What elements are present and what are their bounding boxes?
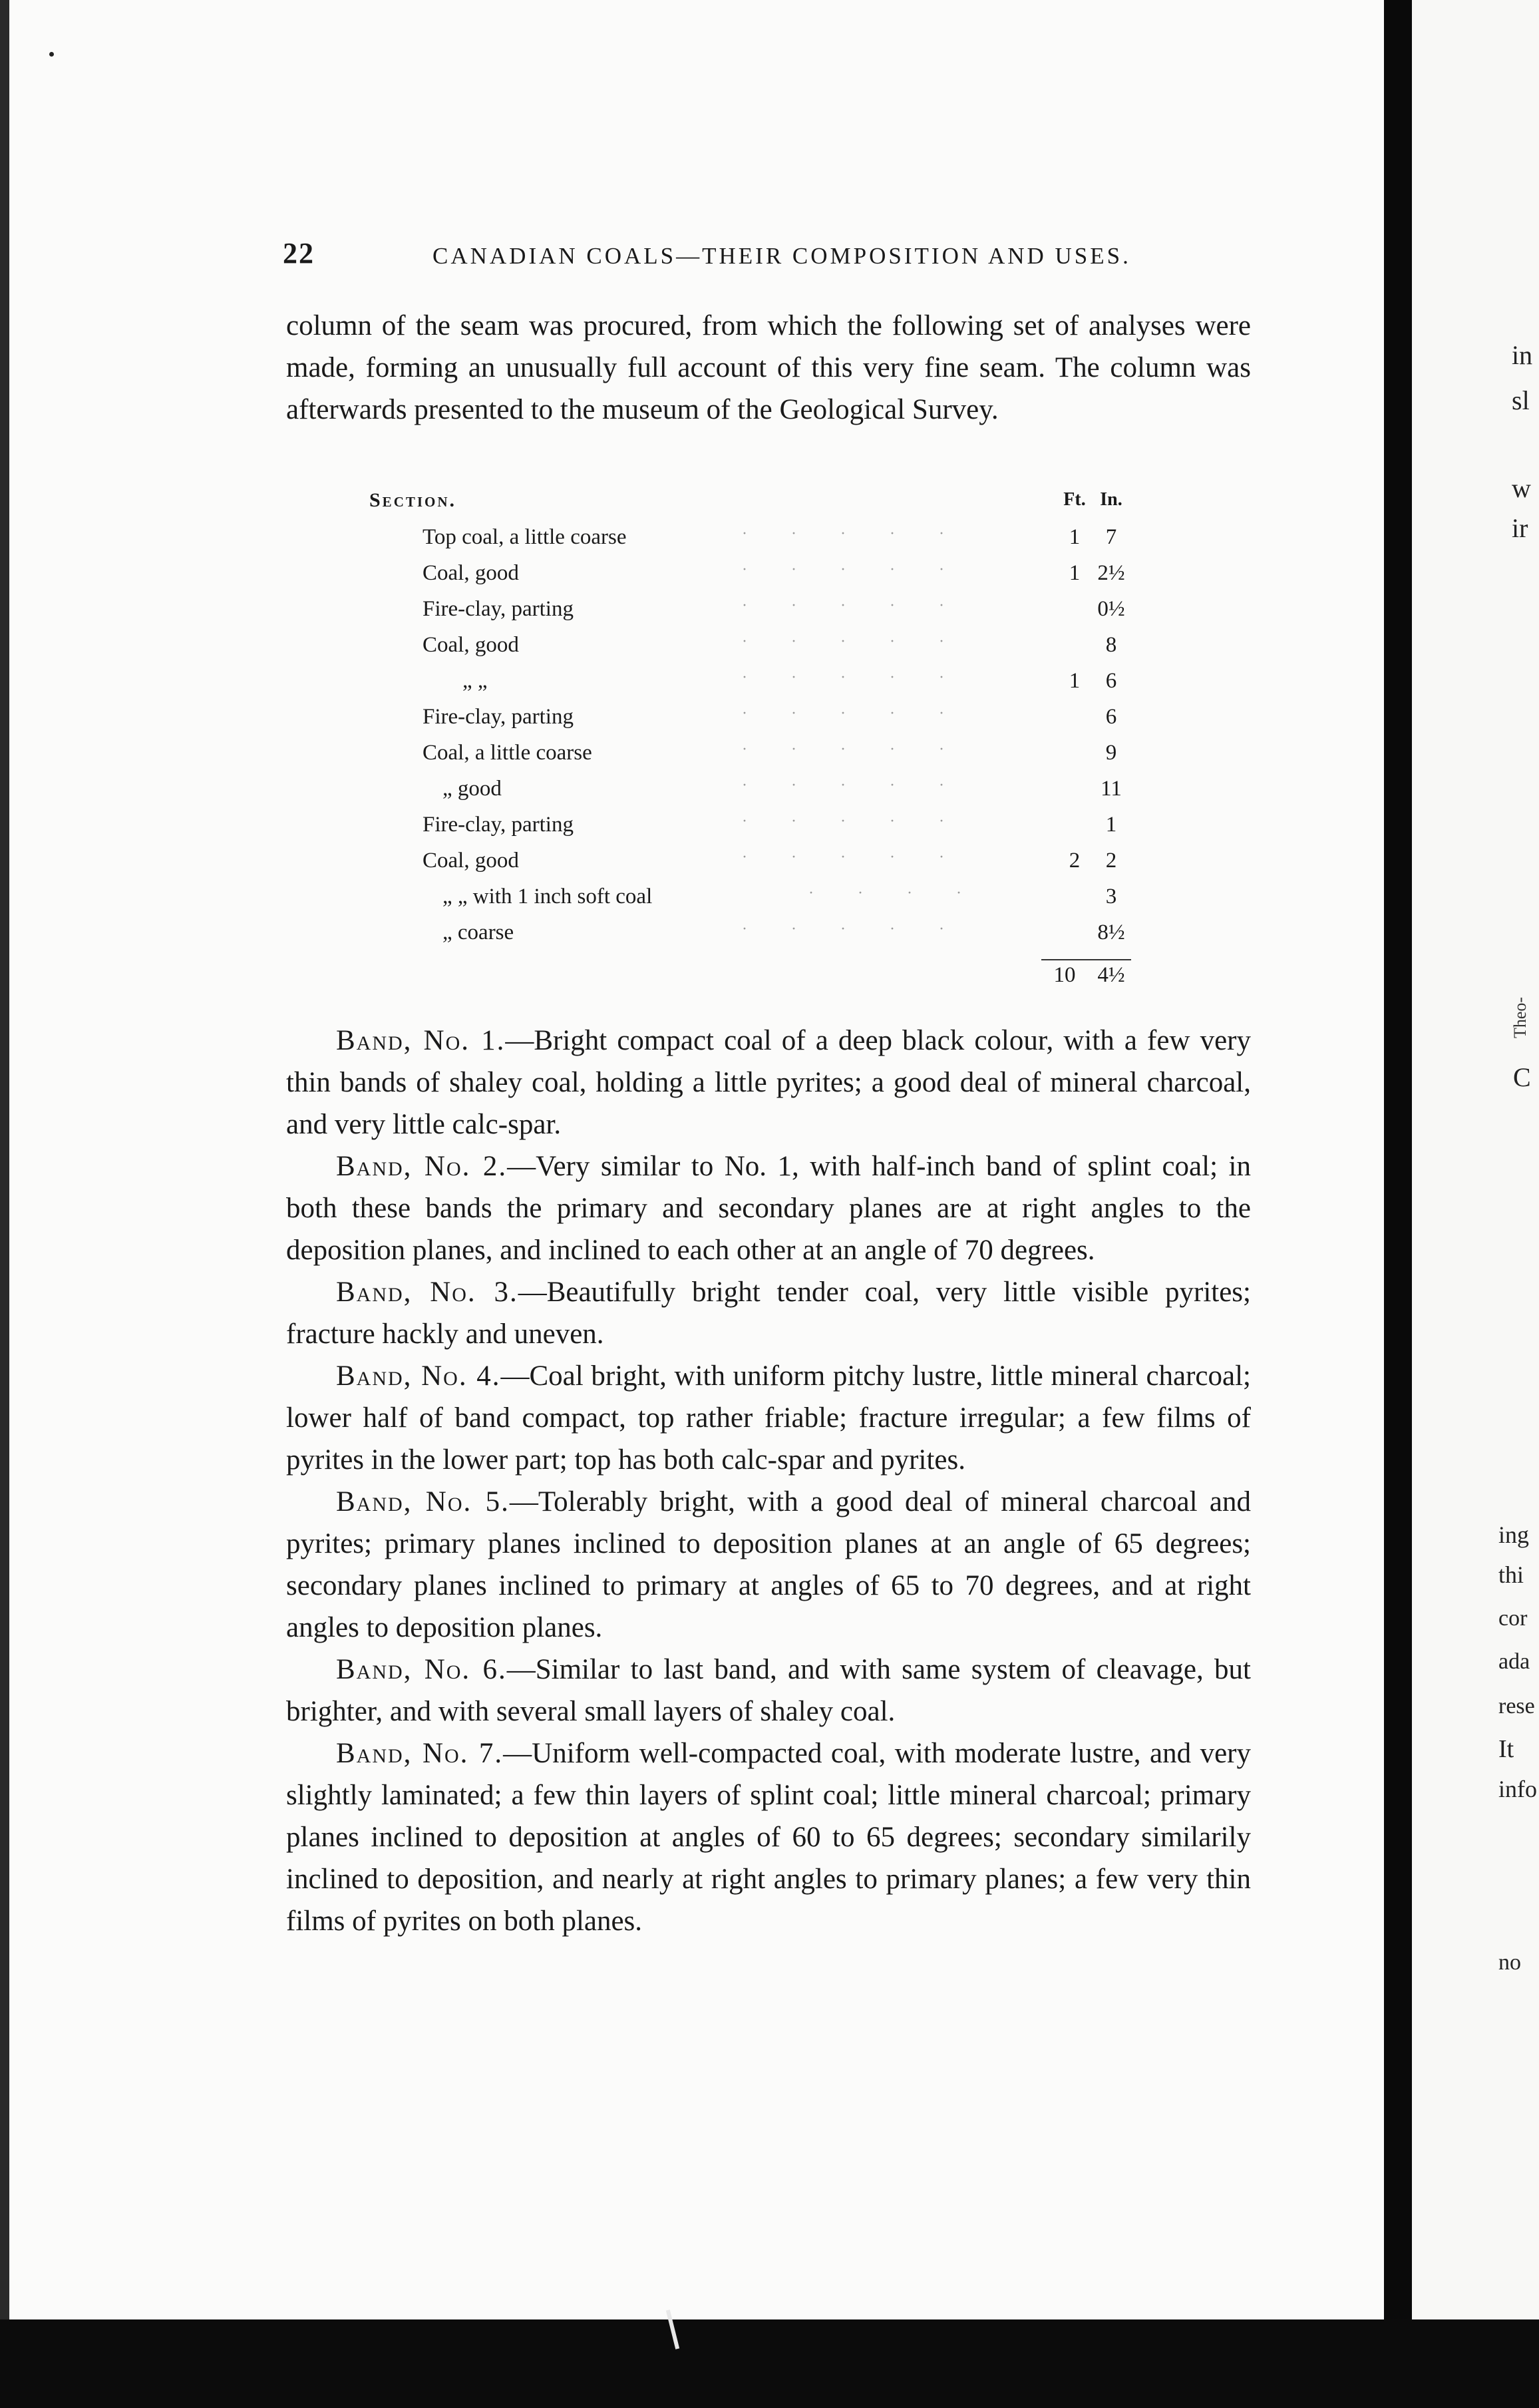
row-in: 11 — [1101, 777, 1122, 801]
band-name: Band, No. 6. — [336, 1654, 507, 1685]
table-row — [369, 849, 1131, 885]
row-in: 0½ — [1097, 597, 1125, 621]
right-page-edge — [1412, 0, 1539, 2408]
leader-dots: · · · · · — [742, 525, 964, 542]
running-head: CANADIAN COALS—THEIR COMPOSITION AND USES. — [432, 243, 1131, 269]
band-paragraph — [286, 1732, 1251, 1942]
table-total-row — [369, 963, 1131, 999]
band-paragraph — [286, 1649, 1251, 1732]
row-label: Coal, good — [423, 849, 519, 873]
table-row — [369, 525, 1131, 561]
row-label: „ coarse — [442, 920, 514, 944]
band-name: Band, No. 5. — [336, 1486, 510, 1517]
right-fragment-1: in — [1512, 340, 1533, 370]
row-label: Fire-clay, parting — [423, 597, 574, 621]
table-row — [369, 705, 1131, 741]
right-vertical-fragment: Theo- — [1510, 996, 1530, 1038]
section-label: Section. — [369, 489, 457, 511]
leader-dots: · · · · · — [742, 813, 964, 830]
band-text: —Coal bright, with uniform pitchy lustre, little mineral charcoal; lower half of band compact, top rather friable; fracture irregular; a few films of pyrites in the lower part; top has both calc-spar and pyrites. — [286, 1360, 1251, 1476]
leader-dots: · · · · · — [742, 741, 964, 758]
row-label: „ „ with 1 inch soft coal — [442, 885, 653, 908]
band-name: Band, No. 3. — [336, 1277, 518, 1308]
right-fragment-5: C — [1513, 1062, 1531, 1092]
leader-dots: · · · · · — [742, 920, 964, 938]
scan-bottom-shadow — [0, 2319, 1539, 2408]
right-fragment-2: sl — [1512, 385, 1530, 415]
row-label: Coal, good — [423, 633, 519, 657]
table-row — [369, 669, 1131, 705]
total-rule — [1041, 959, 1131, 960]
row-ft: 1 — [1069, 525, 1081, 549]
band-name: Band, No. 1. — [336, 1025, 506, 1056]
row-in: 2 — [1105, 849, 1117, 873]
band-text: —Beautifully bright tender coal, very little visible pyrites; fracture hackly and uneven. — [286, 1277, 1251, 1350]
row-label: Fire-clay, parting — [423, 705, 574, 729]
table-row — [369, 777, 1131, 813]
row-in: 2½ — [1097, 561, 1125, 585]
right-fragment-12: info — [1498, 1776, 1537, 1802]
table-row — [369, 885, 1131, 920]
row-label: Coal, good — [423, 561, 519, 585]
band-descriptions — [286, 1020, 1251, 1942]
table-row — [369, 920, 1131, 956]
page-number: 22 — [283, 237, 315, 270]
page-header — [283, 236, 1254, 276]
column-header-in: In. — [1100, 489, 1122, 510]
total-ft: 10 — [1053, 963, 1076, 987]
band-name: Band, No. 4. — [336, 1360, 501, 1392]
band-name: Band, No. 2. — [336, 1151, 508, 1182]
book-gutter — [1384, 0, 1412, 2408]
band-text: —Very similar to No. 1, with half-inch band of splint coal; in both these bands the primary and secondary planes are at right angles to the deposition planes, and inclined to each other at an angle of 70 degrees. — [286, 1151, 1251, 1266]
leader-dots: · · · · · — [742, 705, 964, 722]
band-name: Band, No. 7. — [336, 1738, 504, 1769]
row-ft: 2 — [1069, 849, 1081, 873]
scan-dust-speck — [49, 52, 54, 57]
lead-paragraph — [286, 305, 1251, 431]
row-in: 1 — [1105, 813, 1117, 837]
leader-dots: · · · · — [808, 885, 981, 902]
row-ft: 1 — [1069, 669, 1081, 693]
row-label: Top coal, a little coarse — [423, 525, 627, 549]
row-in: 6 — [1105, 669, 1117, 693]
table-row — [369, 741, 1131, 777]
band-paragraph — [286, 1020, 1251, 1145]
band-text: —Tolerably bright, with a good deal of mineral charcoal and pyrites; primary planes inclined to deposition planes at an angle of 65 degrees; secondary planes inclined to primary at angles of 65 to 70 degrees, and at right angles to deposition planes. — [286, 1486, 1251, 1643]
right-fragment-6: ing — [1498, 1521, 1530, 1548]
right-fragment-4: ir — [1512, 513, 1528, 543]
row-in: 9 — [1105, 741, 1117, 765]
table-row — [369, 633, 1131, 669]
right-fragment-10: rese — [1498, 1694, 1535, 1718]
table-row — [369, 813, 1131, 849]
right-fragment-9: ada — [1498, 1649, 1530, 1674]
right-fragment-13: no — [1498, 1950, 1521, 1975]
leader-dots: · · · · · — [742, 849, 964, 866]
right-fragment-11: It — [1498, 1735, 1514, 1763]
total-in: 4½ — [1097, 963, 1125, 987]
right-fragment-3: w — [1512, 473, 1531, 503]
right-fragment-8: cor — [1498, 1606, 1528, 1631]
band-text: —Similar to last band, and with same system of cleavage, but brighter, and with several small layers of shaley coal. — [286, 1654, 1251, 1727]
band-text: —Bright compact coal of a deep black colour, with a few very thin bands of shaley coal, holding a little pyrites; a good deal of mineral charcoal, and very little calc-spar. — [286, 1025, 1251, 1140]
lead-paragraph-text: column of the seam was procured, from which the following set of analyses were made, forming an unusually full account of this very fine seam. The column was afterwards presented to the museum of the Geological Survey. — [286, 310, 1251, 425]
row-in: 7 — [1105, 525, 1117, 549]
table-row — [369, 561, 1131, 597]
row-in: 6 — [1105, 705, 1117, 729]
leader-dots: · · · · · — [742, 777, 964, 794]
row-label: Fire-clay, parting — [423, 813, 574, 837]
row-in: 8½ — [1097, 920, 1125, 944]
row-in: 3 — [1105, 885, 1117, 908]
leader-dots: · · · · · — [742, 633, 964, 650]
band-paragraph — [286, 1481, 1251, 1649]
row-label: Coal, a little coarse — [423, 741, 592, 765]
row-label: „ „ — [462, 669, 488, 693]
row-label: „ good — [442, 777, 502, 801]
band-paragraph — [286, 1145, 1251, 1271]
table-row — [369, 597, 1131, 633]
band-paragraph — [286, 1271, 1251, 1355]
band-paragraph — [286, 1355, 1251, 1481]
right-fragment-7: thi — [1498, 1561, 1524, 1588]
row-in: 8 — [1105, 633, 1117, 657]
leader-dots: · · · · · — [742, 561, 964, 578]
section-table-header — [369, 489, 1131, 525]
leader-dots: · · · · · — [742, 597, 964, 614]
band-text: —Uniform well-compacted coal, with moderate lustre, and very slightly laminated; a few thin layers of splint coal; little mineral charcoal; primary planes inclined to deposition at angles of 60 to 65 degrees; secondary similarily inclined to deposition, and nearly at right angles to primary planes; a few very thin films of pyrites on both planes. — [286, 1738, 1251, 1937]
leader-dots: · · · · · — [742, 669, 964, 686]
column-header-ft: Ft. — [1063, 489, 1086, 510]
section-table — [369, 489, 1131, 999]
row-ft: 1 — [1069, 561, 1081, 585]
